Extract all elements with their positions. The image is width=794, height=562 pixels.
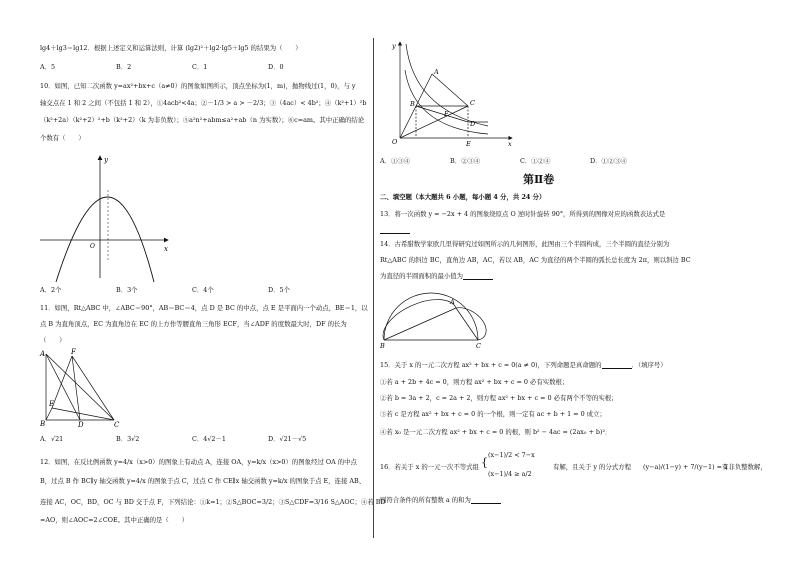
q10-option-a[interactable]: A．2个 [40, 286, 62, 294]
q14-answer-blank[interactable] [463, 273, 493, 280]
q11-option-d[interactable]: D．√21－√5 [268, 435, 307, 443]
q12-label-c: C [470, 99, 475, 107]
q11-label-f: F [71, 348, 76, 356]
q16-post: 有非负整数解， [722, 463, 767, 471]
fill-in-header: 二、填空题（本大题共 6 小题，每小题 4 分，共 24 分） [380, 193, 546, 201]
q15-tail: ．（填序号） [631, 361, 667, 369]
q12-option-d[interactable]: D．①②③④ [590, 157, 628, 165]
q10-x-label: x [164, 245, 168, 253]
q12-option-c[interactable]: C．①②④ [520, 157, 551, 165]
q16-frac-eq: (y−a)/(1−y) + 7/(y−1) = 1 [643, 463, 729, 471]
q10-line-4: 个数有（ ） [40, 134, 85, 142]
q12-line-4: =AO，则∠AOC=2∠COE。其中正确的是（ ） [40, 516, 188, 524]
q9-option-c[interactable]: C．1 [192, 63, 208, 71]
q10-option-c[interactable]: C．4个 [192, 286, 214, 294]
q12-label-d: D [470, 120, 476, 128]
q9-option-b[interactable]: B．2 [116, 63, 132, 71]
q12-label-e: E [466, 140, 471, 148]
q14-line-3-wrap [380, 272, 493, 280]
q12-label-a: A [434, 68, 439, 76]
q12-option-a[interactable]: A．①③④ [380, 157, 411, 165]
q14-semicircle-figure [378, 282, 488, 350]
q10-option-d[interactable]: D．5个 [268, 286, 290, 294]
q14-label-a: A [450, 298, 455, 306]
q15-answer-blank[interactable] [602, 362, 632, 369]
q12-label-o: O [392, 138, 398, 146]
q9-option-a[interactable]: A．5 [40, 63, 56, 71]
q11-line-1: 11．如图，Rt△ABC 中，∠ABC＝90°，AB＝BC＝4，点 D 是 BC 的中点，点 E 是平面内一个动点，BE＝1，以 [40, 304, 368, 312]
q11-triangle-figure [38, 348, 128, 428]
q10-line-3: （k²+2a）（k²+2）²+b（k²+2）（k 为非负数）；⑤a²n²+abm≤a²+ab（n 为实数）；⑥c=am。其中正确的结论 [40, 116, 365, 124]
q15-item-4: ④若 x₀ 是一元二次方程 ax² + bx + c = 0 的根，则 b² − 4ac = (2ax₀ + b)²． [380, 428, 612, 436]
q12-line-3: 连接 AC，OC，BD，OC 与 BD 交于点 F，下列结论：①k=1；②S△BOC=3/2；③S△CDF=3/16 S△AOC；④若 BD [40, 498, 386, 506]
q16-mid: 有解，且关于 y 的分式方程 [553, 463, 631, 471]
q15-item-3: ③若 c 是方程 ax² + bx + c = 0 的一个根，则一定有 ac + b + 1 = 0 成立； [380, 410, 606, 418]
q14-line-2: Rt△ABC 的斜边 BC，直角边 AB，AC，若以 AB，AC 为直径的两个半圆的弧长总长度为 2π，则以斜边 BC [380, 256, 691, 264]
column-divider [373, 38, 374, 538]
q16-answer-blank[interactable] [471, 497, 501, 504]
q16-pre: 16．若关于 x 的一元一次不等式组 [380, 463, 479, 471]
q11-label-a: A [40, 350, 46, 358]
q9-continuation: lg4＋lg3＝lg12．根据上述定义和运算法则，计算 (lg2)²＋lg2·lg5＋lg5 的结果为（ ） [40, 44, 302, 52]
q12-label-f: F [444, 110, 449, 118]
q12-hyperbola-figure [388, 40, 518, 150]
q13-answer-blank[interactable] [380, 226, 410, 234]
q11-line-2: 点 B 为直角顶点，EC 为直角边在 EC 的上方作等腰直角三角形 ECF，当∠ADF 的度数最大时，DF 的长为 [40, 320, 347, 328]
q15-head: 15．关于 x 的一元二次方程 ax² + bx + c = 0(a ≠ 0)，下列命题是真命题的 [380, 361, 602, 369]
q10-parabola [56, 197, 154, 282]
q16-brace: { [481, 456, 488, 469]
q14-label-c: C [476, 342, 481, 350]
q16-line-2-wrap [380, 496, 501, 504]
q13-text: 13．将一次函数 y = −2x + 4 的图象绕原点 O 逆时针旋转 90°，所得到的图像对应的函数表达式是 [380, 210, 666, 218]
q12-option-b[interactable]: B．②③④ [450, 157, 481, 165]
q12-line-1: 12．如图，在反比例函数 y=4/x（x>0）的图象上有动点 A，连接 OA，y=k/x（x>0）的图象经过 OA 的中点 [40, 458, 357, 466]
q10-origin-label: O [90, 243, 95, 250]
q15-head-wrap [380, 361, 667, 369]
section-title: 第Ⅱ卷 [523, 173, 555, 186]
q9-option-d[interactable]: D．0 [268, 63, 284, 71]
q16-ineq-2: (x−1)/4 ≥ a/2 [488, 470, 532, 478]
q11-label-b: B [40, 420, 46, 428]
q10-y-label: y [104, 156, 108, 164]
q16-line-2: 则符合条件的所有整数 a 的和为 [380, 496, 471, 504]
q12-axis-y: y [392, 42, 396, 50]
q11-line-3: （ ） [40, 336, 66, 344]
q15-item-2: ②若 b = 3a + 2，c = 2a + 2，则方程 ax² + bx + c = 0 必有两个不等的实根； [380, 394, 618, 402]
q11-label-e: E [49, 400, 55, 408]
q10-parabola-figure [38, 152, 178, 282]
q14-line-1: 14．古希腊数学家欧几里得研究过如图所示的几何图形，此图由三个半圆构成，三个半圆的直径分别为 [380, 240, 670, 248]
q15-item-1: ①若 a + 2b + 4c = 0，则方程 ax² + bx + c = 0 必有实数根； [380, 378, 569, 386]
q11-option-b[interactable]: B．3√2 [116, 435, 140, 443]
q10-option-b[interactable]: B．3个 [116, 286, 138, 294]
q11-option-a[interactable]: A．√21 [40, 435, 64, 443]
q14-line-3: 为直径的半圆面积的最小值为 [380, 272, 464, 280]
q10-line-2: 轴交点在 1 和 2 之间（不包括 1 和 2），①4acb²<4a；②－1/3 > a > －2/3；③（4ac）< 4b²；④（k²+1）²b [40, 99, 367, 107]
q11-label-c: C [114, 421, 120, 429]
q12-label-b: B [410, 100, 415, 108]
q10-line-1: 10．如图，已知二次函数 y=ax²+bx+c（a≠0）的图象如图所示，顶点坐标为(1，m)，抛物线过(1，0)，与 y [40, 82, 356, 90]
q12-axis-x: x [508, 140, 512, 148]
q12-line-2: B，过点 B 作 BC∥y 轴交函数 y=4/x 的图象于点 C，过点 C 作 CE∥x 轴交函数 y=k/x 的图象于点 E，连接 AB、 [40, 477, 366, 485]
q16-ineq-1: (x−1)/2 < 7−x [488, 451, 535, 459]
q14-label-b: B [380, 342, 385, 350]
q11-option-c[interactable]: C．4√2－1 [192, 435, 226, 443]
q11-label-d: D [78, 421, 84, 429]
